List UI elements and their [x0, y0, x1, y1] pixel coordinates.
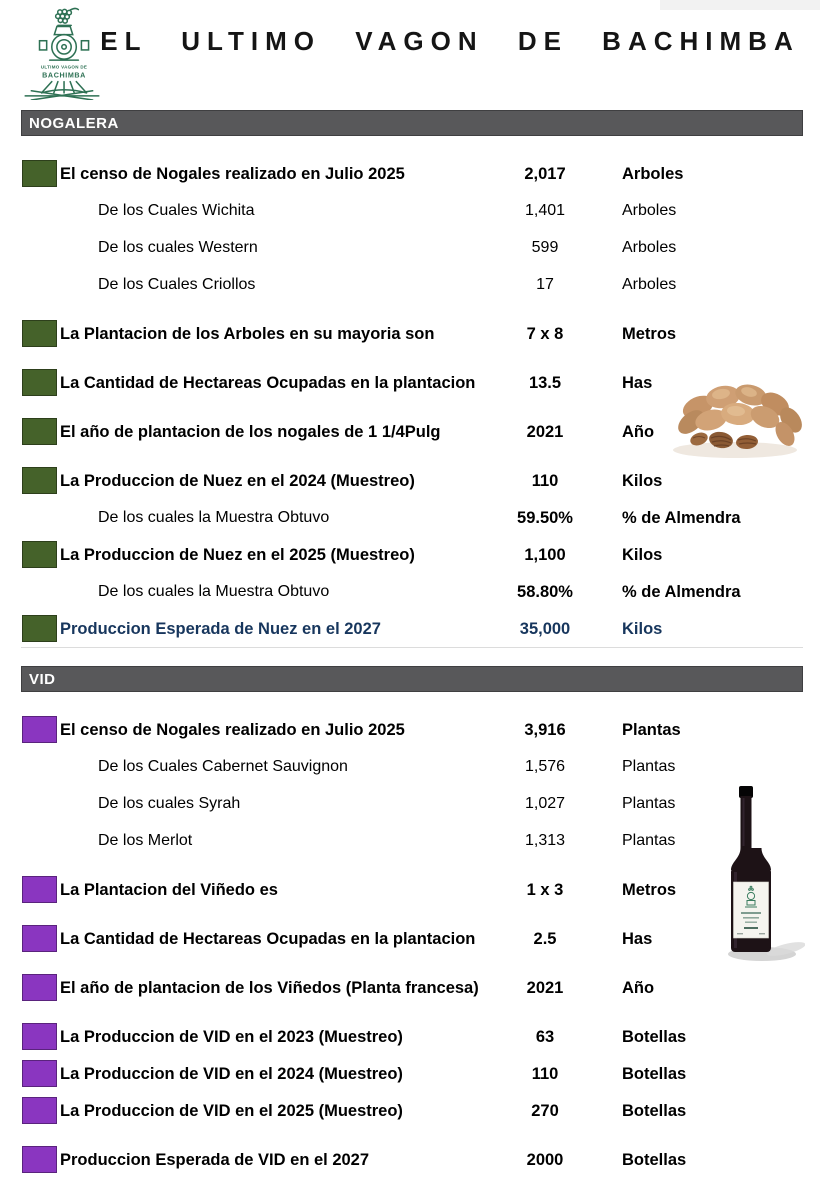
table-row — [21, 1023, 803, 1051]
bullet-square-icon — [22, 925, 57, 952]
row-label: De los cuales Western — [98, 239, 258, 256]
row-label: Produccion Esperada de VID en el 2027 — [60, 1151, 370, 1169]
bullet-square-icon — [22, 1023, 57, 1050]
table-row — [21, 615, 803, 643]
row-unit: Kilos — [622, 472, 663, 490]
row-label: De los cuales la Muestra Obtuvo — [98, 509, 330, 526]
table-row — [21, 716, 803, 744]
row-label: La Produccion de VID en el 2023 (Muestreo) — [60, 1028, 403, 1046]
row-label: De los Cuales Wichita — [98, 202, 255, 219]
row-unit: Arboles — [622, 165, 684, 183]
logo-text-line1: ULTIMO VAGON DE — [40, 64, 88, 70]
table-row — [21, 1146, 803, 1174]
row-label: La Produccion de VID en el 2024 (Muestreo) — [60, 1065, 403, 1083]
bullet-square-icon — [22, 160, 57, 187]
section-title: NOGALERA — [29, 115, 119, 132]
row-label: El año de plantacion de los Viñedos (Planta francesa) — [60, 979, 479, 997]
row-value: 59.50% — [517, 509, 573, 527]
bullet-square-icon — [22, 615, 57, 642]
table-row — [21, 876, 803, 904]
row-label: Produccion Esperada de Nuez en el 2027 — [60, 620, 381, 638]
row-label: De los cuales la Muestra Obtuvo — [98, 583, 330, 600]
wine-bottle-image — [700, 784, 805, 969]
row-unit: Plantas — [622, 832, 676, 849]
table-row — [21, 320, 803, 348]
table-row — [21, 974, 803, 1002]
table-row — [21, 234, 803, 262]
pecan-nuts-image — [663, 362, 813, 462]
row-unit: Arboles — [622, 276, 677, 293]
row-value: 63 — [535, 1028, 555, 1046]
row-unit: Has — [622, 374, 653, 392]
row-value: 35,000 — [519, 620, 571, 638]
table-row — [21, 827, 803, 855]
table-row — [21, 1097, 803, 1125]
row-label: El año de plantacion de los nogales de 1 1/4Pulg — [60, 423, 441, 441]
row-unit: Plantas — [622, 758, 676, 775]
row-unit: Metros — [622, 881, 677, 899]
row-label: La Produccion de Nuez en el 2024 (Muestreo) — [60, 472, 415, 490]
row-unit: Plantas — [622, 795, 676, 812]
row-label: De los Merlot — [98, 832, 193, 849]
row-unit: Botellas — [622, 1065, 687, 1083]
row-unit: Kilos — [622, 620, 663, 638]
bullet-square-icon — [22, 1146, 57, 1173]
table-row — [21, 790, 803, 818]
table-row — [21, 753, 803, 781]
row-value: 110 — [531, 472, 559, 490]
table-row — [21, 925, 803, 953]
logo-text-line2: BACHIMBA — [42, 71, 86, 80]
page-title: EL ULTIMO VAGON DE BACHIMBA — [100, 26, 800, 56]
row-value: 2021 — [526, 979, 564, 997]
row-label: La Cantidad de Hectareas Ocupadas en la plantacion — [60, 374, 476, 392]
row-unit: Botellas — [622, 1028, 687, 1046]
bullet-square-icon — [22, 716, 57, 743]
section-header-bar — [21, 110, 803, 136]
bullet-square-icon — [22, 467, 57, 494]
bullet-square-icon — [22, 320, 57, 347]
table-row — [21, 271, 803, 299]
row-unit: Arboles — [622, 239, 677, 256]
section-title: VID — [29, 671, 56, 688]
row-label: La Produccion de VID en el 2025 (Muestreo) — [60, 1102, 403, 1120]
row-value: 17 — [536, 276, 554, 293]
row-value: 13.5 — [528, 374, 562, 392]
row-value: 1 x 3 — [526, 881, 564, 899]
row-unit: Has — [622, 930, 653, 948]
row-unit: Plantas — [622, 721, 681, 739]
row-unit: Botellas — [622, 1151, 687, 1169]
row-unit: Botellas — [622, 1102, 687, 1120]
row-value: 1,027 — [524, 795, 566, 812]
row-label: La Plantacion del Viñedo es — [60, 881, 278, 899]
row-value: 2,017 — [524, 165, 566, 183]
row-value: 270 — [531, 1102, 559, 1120]
row-value: 2.5 — [533, 930, 557, 948]
row-value: 1,100 — [524, 546, 566, 564]
row-label: De los cuales Syrah — [98, 795, 241, 812]
row-value: 1,313 — [524, 832, 566, 849]
row-value: 110 — [531, 1065, 559, 1083]
row-unit: Metros — [622, 325, 677, 343]
row-unit: Año — [622, 979, 655, 997]
section-rows — [21, 716, 803, 1174]
bullet-square-icon — [22, 974, 57, 1001]
section-vid — [21, 647, 803, 1174]
table-row — [21, 1060, 803, 1088]
bullet-square-icon — [22, 418, 57, 445]
row-unit: % de Almendra — [622, 583, 741, 601]
table-row — [21, 504, 803, 532]
row-value: 1,576 — [524, 758, 566, 775]
header — [0, 0, 820, 110]
bullet-square-icon — [22, 541, 57, 568]
table-row — [21, 160, 803, 188]
row-label: La Cantidad de Hectareas Ocupadas en la plantacion — [60, 930, 476, 948]
row-label: La Produccion de Nuez en el 2025 (Muestreo) — [60, 546, 415, 564]
bullet-square-icon — [22, 876, 57, 903]
row-label: El censo de Nogales realizado en Julio 2025 — [60, 721, 405, 739]
row-value: 3,916 — [524, 721, 566, 739]
table-row — [21, 197, 803, 225]
row-value: 2021 — [526, 423, 564, 441]
row-label: De los Cuales Cabernet Sauvignon — [98, 758, 348, 775]
section-header-bar — [21, 666, 803, 692]
row-unit: Kilos — [622, 546, 663, 564]
bullet-square-icon — [22, 1097, 57, 1124]
row-unit: Año — [622, 423, 655, 441]
bullet-square-icon — [22, 369, 57, 396]
table-row — [21, 578, 803, 606]
table-row — [21, 467, 803, 495]
bullet-square-icon — [22, 1060, 57, 1087]
row-value: 7 x 8 — [526, 325, 564, 343]
row-value: 2000 — [526, 1151, 564, 1169]
row-unit: % de Almendra — [622, 509, 741, 527]
row-label: La Plantacion de los Arboles en su mayoria son — [60, 325, 435, 343]
row-value: 599 — [531, 239, 559, 256]
sections — [21, 110, 803, 1174]
row-unit: Arboles — [622, 202, 677, 219]
row-value: 1,401 — [524, 202, 566, 219]
row-label: De los Cuales Criollos — [98, 276, 256, 293]
row-label: El censo de Nogales realizado en Julio 2025 — [60, 165, 405, 183]
row-value: 58.80% — [517, 583, 573, 601]
table-row — [21, 541, 803, 569]
